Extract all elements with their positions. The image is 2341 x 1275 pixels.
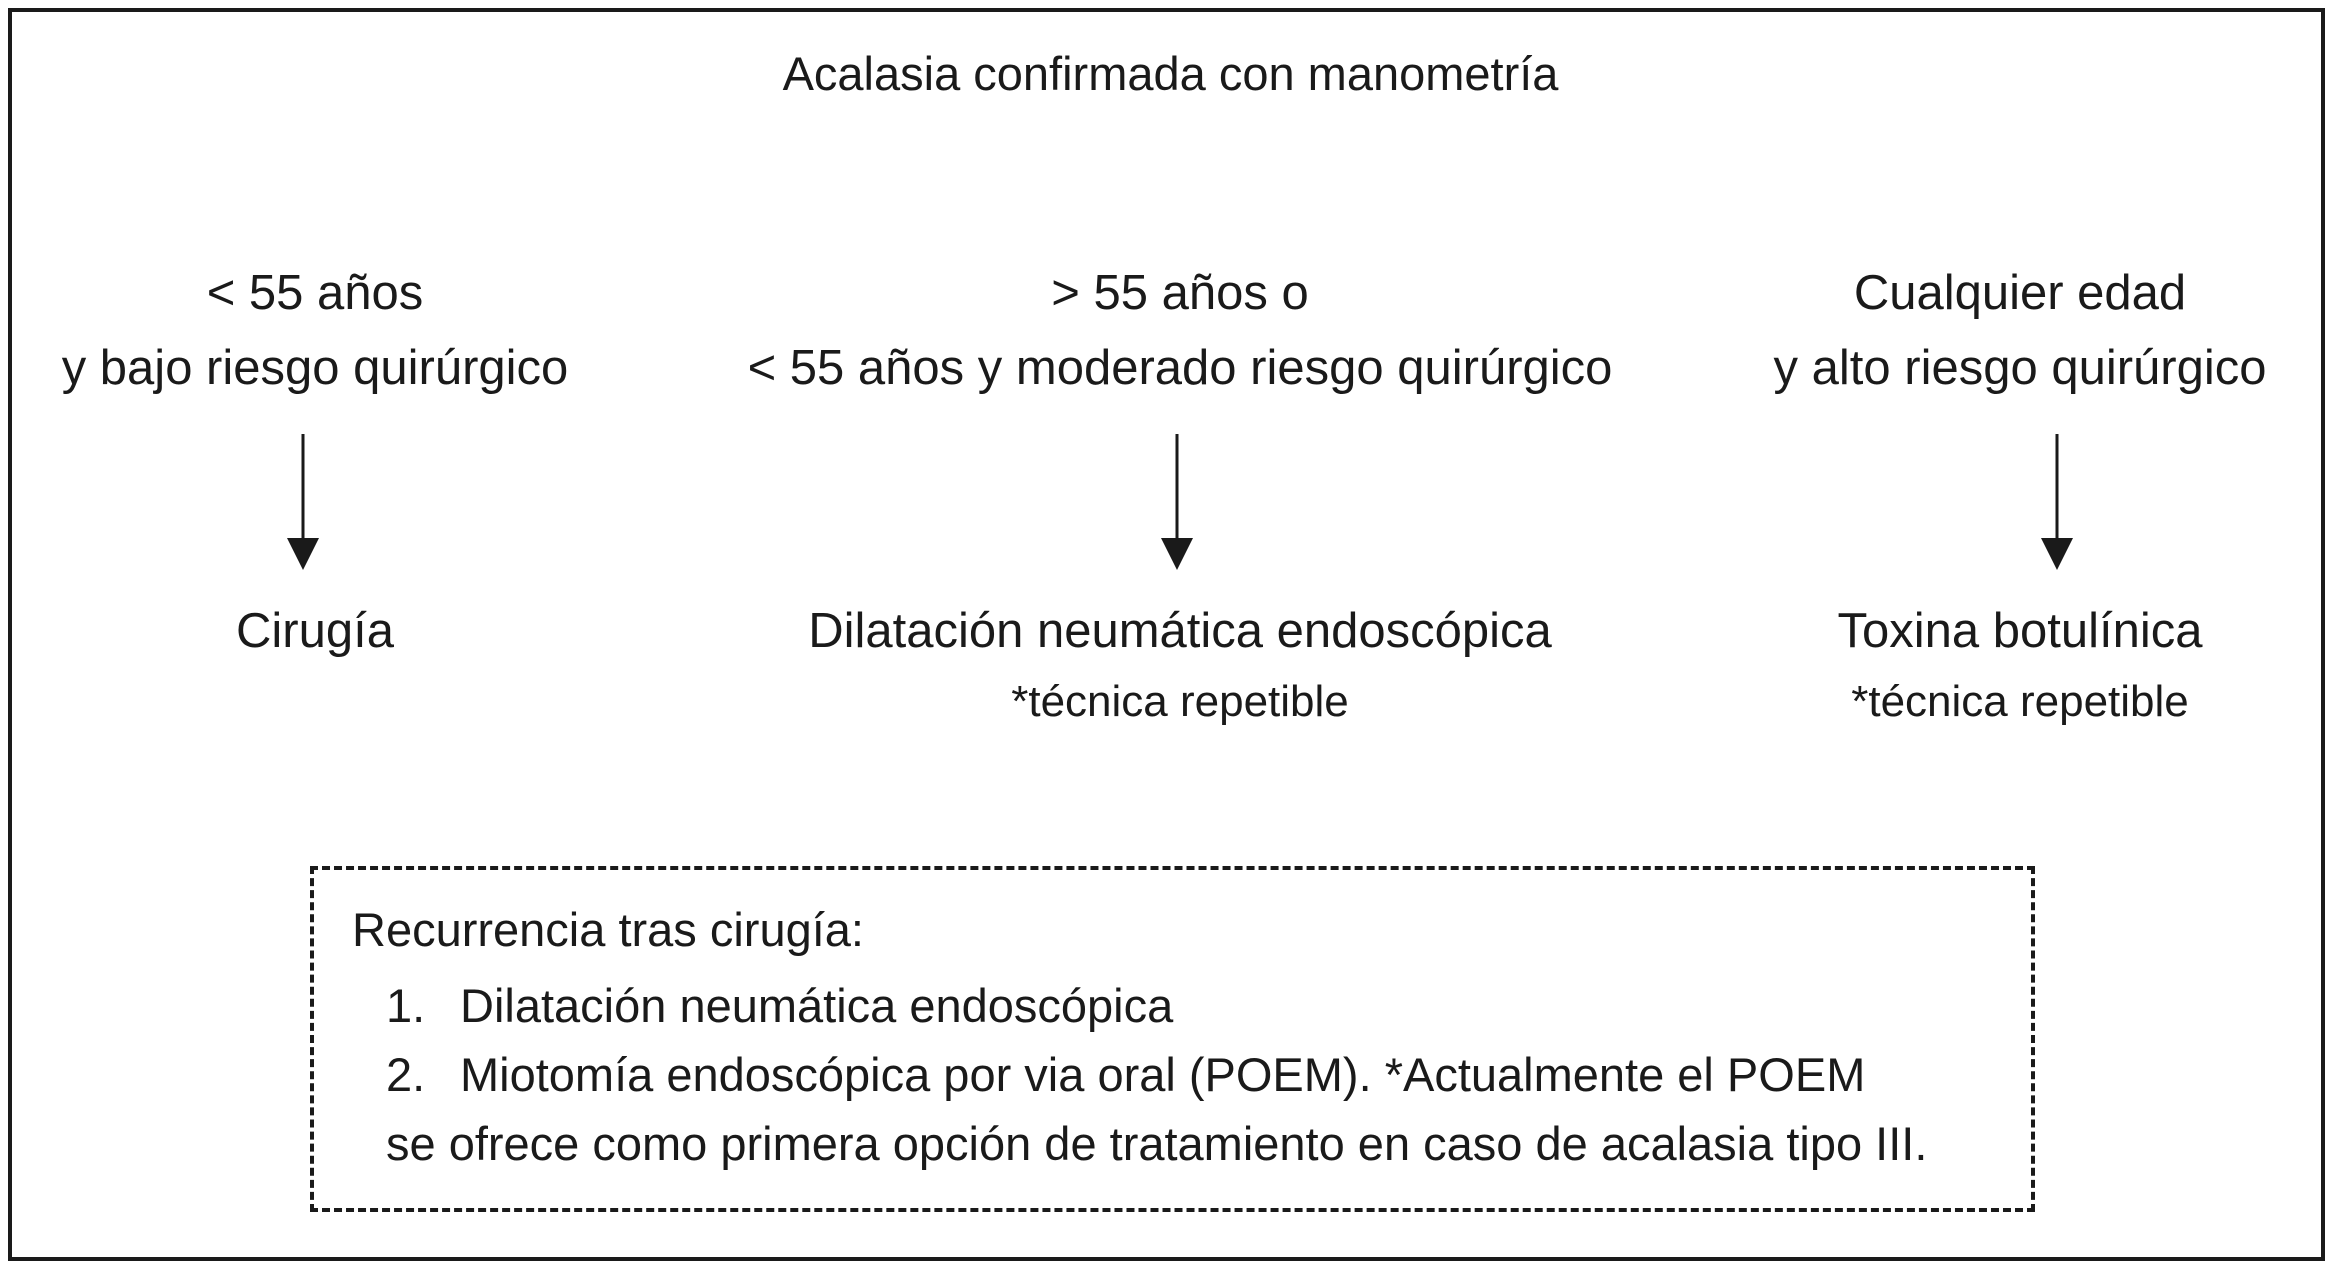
branch-left-criteria: [20, 256, 610, 406]
branch-right-note: *técnica repetible: [1851, 677, 2189, 726]
arrow-down-icon: [1157, 434, 1197, 570]
recurrence-item: [386, 1045, 1865, 1105]
branch-right-outcome: [1740, 594, 2300, 734]
branch-middle-criteria-line2: < 55 años y moderado riesgo quirúrgico: [747, 341, 1613, 395]
branch-right-criteria-line2: y alto riesgo quirúrgico: [1773, 341, 2267, 395]
recurrence-continuation: se ofrece como primera opción de tratamiento en caso de acalasia tipo III.: [386, 1117, 1928, 1170]
branch-middle-outcome: [680, 594, 1680, 734]
branch-left-outcome: [20, 594, 610, 669]
recurrence-item-text: Miotomía endoscópica por via oral (POEM). *Actualmente el POEM: [460, 1048, 1866, 1101]
arrow-down-icon: [2037, 434, 2077, 570]
branch-middle-criteria-line1: > 55 años o: [1051, 266, 1309, 320]
branch-right-treatment: Toxina botulínica: [1837, 604, 2203, 658]
branch-right-criteria: [1740, 256, 2300, 406]
arrow-down-icon: [283, 434, 323, 570]
branch-left-criteria-line2: y bajo riesgo quirúrgico: [61, 341, 569, 395]
recurrence-item-text: Dilatación neumática endoscópica: [460, 979, 1174, 1032]
branch-left-criteria-line1: < 55 años: [206, 266, 424, 320]
branch-middle-treatment: Dilatación neumática endoscópica: [808, 604, 1552, 658]
branch-middle-criteria: [680, 256, 1680, 406]
recurrence-item: [386, 976, 1173, 1036]
recurrence-item-number: 1.: [386, 979, 426, 1032]
branch-right-criteria-line1: Cualquier edad: [1853, 266, 2187, 320]
branch-left-treatment: Cirugía: [236, 604, 394, 658]
branch-middle-note: *técnica repetible: [1011, 677, 1349, 726]
recurrence-heading: Recurrencia tras cirugía:: [352, 903, 864, 956]
recurrence-box: [310, 866, 2035, 1212]
diagram-title: Acalasia confirmada con manometría: [782, 47, 1559, 100]
recurrence-item-number: 2.: [386, 1048, 426, 1101]
